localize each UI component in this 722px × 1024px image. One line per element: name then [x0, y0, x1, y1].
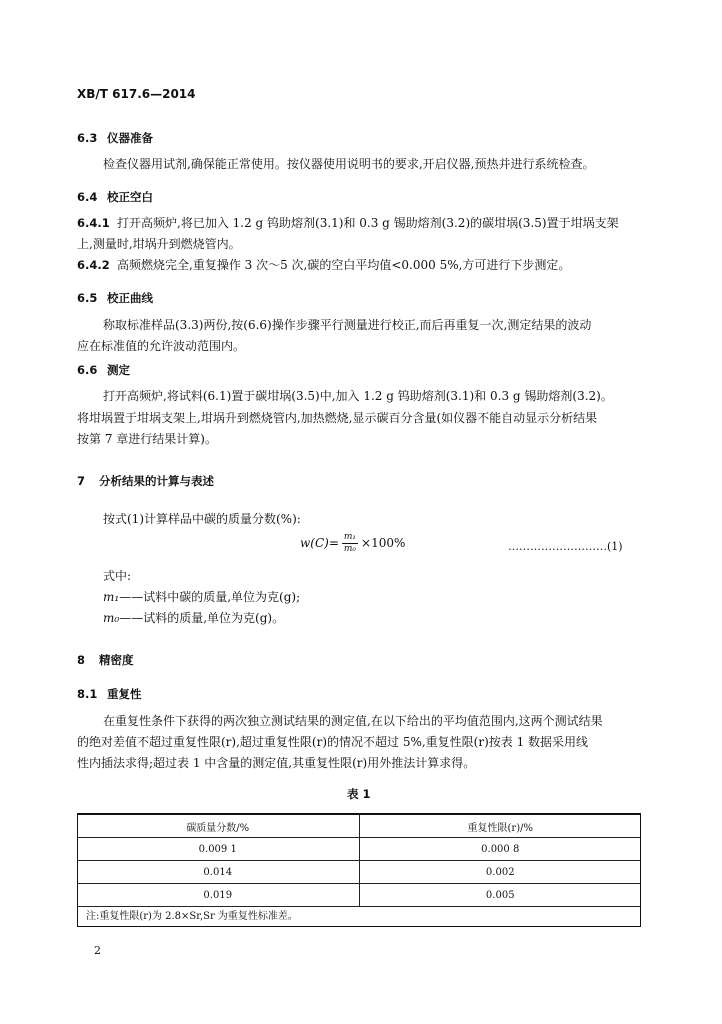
table-caption: 表 1 [347, 787, 371, 801]
page-number: 2 [94, 944, 101, 957]
standard-code: XB/T 617.6—2014 [77, 87, 196, 101]
section-heading-6-3: 6.3 仪器准备 [77, 131, 153, 145]
table-cell: 0.002 [359, 861, 641, 884]
section-heading-6-4: 6.4 校正空白 [77, 190, 153, 204]
paragraph-6-4-1: 6.4.1 打开高频炉,将已加入 1.2 g 钨助熔剂(3.1)和 0.3 g 锡助熔剂(3.2)的碳坩埚(3.5)置于坩埚支架 [77, 216, 619, 230]
table-row [77, 861, 641, 884]
table-cell: 0.019 [77, 884, 359, 907]
section-heading-7: 7 分析结果的计算与表述 [77, 474, 214, 488]
table-header-carbon: 碳质量分数/% [77, 814, 359, 838]
table-row [77, 884, 641, 907]
table-cell: 0.000 8 [359, 838, 641, 861]
table-row [77, 838, 641, 861]
formula-intro: 按式(1)计算样品中碳的质量分数(%): [103, 512, 301, 526]
section-heading-6-6: 6.6 测定 [77, 363, 130, 377]
section-heading-6-5: 6.5 校正曲线 [77, 291, 153, 305]
paragraph-6-4-1-cont: 上,测量时,坩埚升到燃烧管内。 [77, 237, 241, 251]
paragraph-6-5-line2: 应在标准值的允许波动范围内。 [77, 339, 246, 353]
paragraph-6-6-line1: 打开高频炉,将试料(6.1)置于碳坩埚(3.5)中,加入 1.2 g 钨助熔剂(3.1)和 0.3 g 锡助熔剂(3.2)。 [103, 389, 613, 403]
paragraph-8-1-line2: 的绝对差值不超过重复性限(r),超过重复性限(r)的情况不超过 5%,重复性限(r)按表 1 数据采用线 [77, 735, 589, 749]
table-header-repeatability: 重复性限(r)/% [359, 814, 641, 838]
repeatability-table [77, 813, 641, 907]
paragraph-8-1-line3: 性内插法求得;超过表 1 中含量的测定值,其重复性限(r)用外推法计算求得。 [77, 756, 476, 770]
table-cell: 0.005 [359, 884, 641, 907]
table-cell: 0.014 [77, 861, 359, 884]
formula: w(C)= $\frac{\text{m₁}}{\text{m₀}}$ ×100% [300, 532, 406, 554]
where-label: 式中: [103, 569, 132, 583]
paragraph-8-1-line1: 在重复性条件下获得的两次独立测试结果的测定值,在以下给出的平均值范围内,这两个测试结果 [103, 714, 603, 728]
paragraph-6-6-line2: 将坩埚置于坩埚支架上,坩埚升到燃烧管内,加热燃烧,显示碳百分含量(如仪器不能自动显示分析结果 [77, 411, 598, 425]
equation-number: ………………………(1) [508, 540, 623, 553]
paragraph-6-6-line3: 按第 7 章进行结果计算)。 [77, 432, 217, 446]
section-heading-8: 8 精密度 [77, 653, 134, 667]
table-cell: 0.009 1 [77, 838, 359, 861]
definition-m0: m₀——试料的质量,单位为克(g)。 [103, 611, 285, 625]
paragraph-6-5-line1: 称取标准样品(3.3)两份,按(6.6)操作步骤平行测量进行校正,而后再重复一次,测定结果的波动 [103, 318, 592, 332]
paragraph-6-4-2: 6.4.2 高频燃烧完全,重复操作 3 次～5 次,碳的空白平均值<0.000 5%,方可进行下步测定。 [77, 258, 571, 272]
table-note: 注:重复性限(r)为 2.8×Sr,Sr 为重复性标准差。 [86, 911, 298, 922]
paragraph-6-3: 检查仪器用试剂,确保能正常使用。按仪器使用说明书的要求,开启仪器,预热并进行系统检查。 [103, 157, 595, 171]
definition-m1: m₁——试料中碳的质量,单位为克(g); [103, 590, 301, 604]
section-heading-8-1: 8.1 重复性 [77, 687, 142, 701]
